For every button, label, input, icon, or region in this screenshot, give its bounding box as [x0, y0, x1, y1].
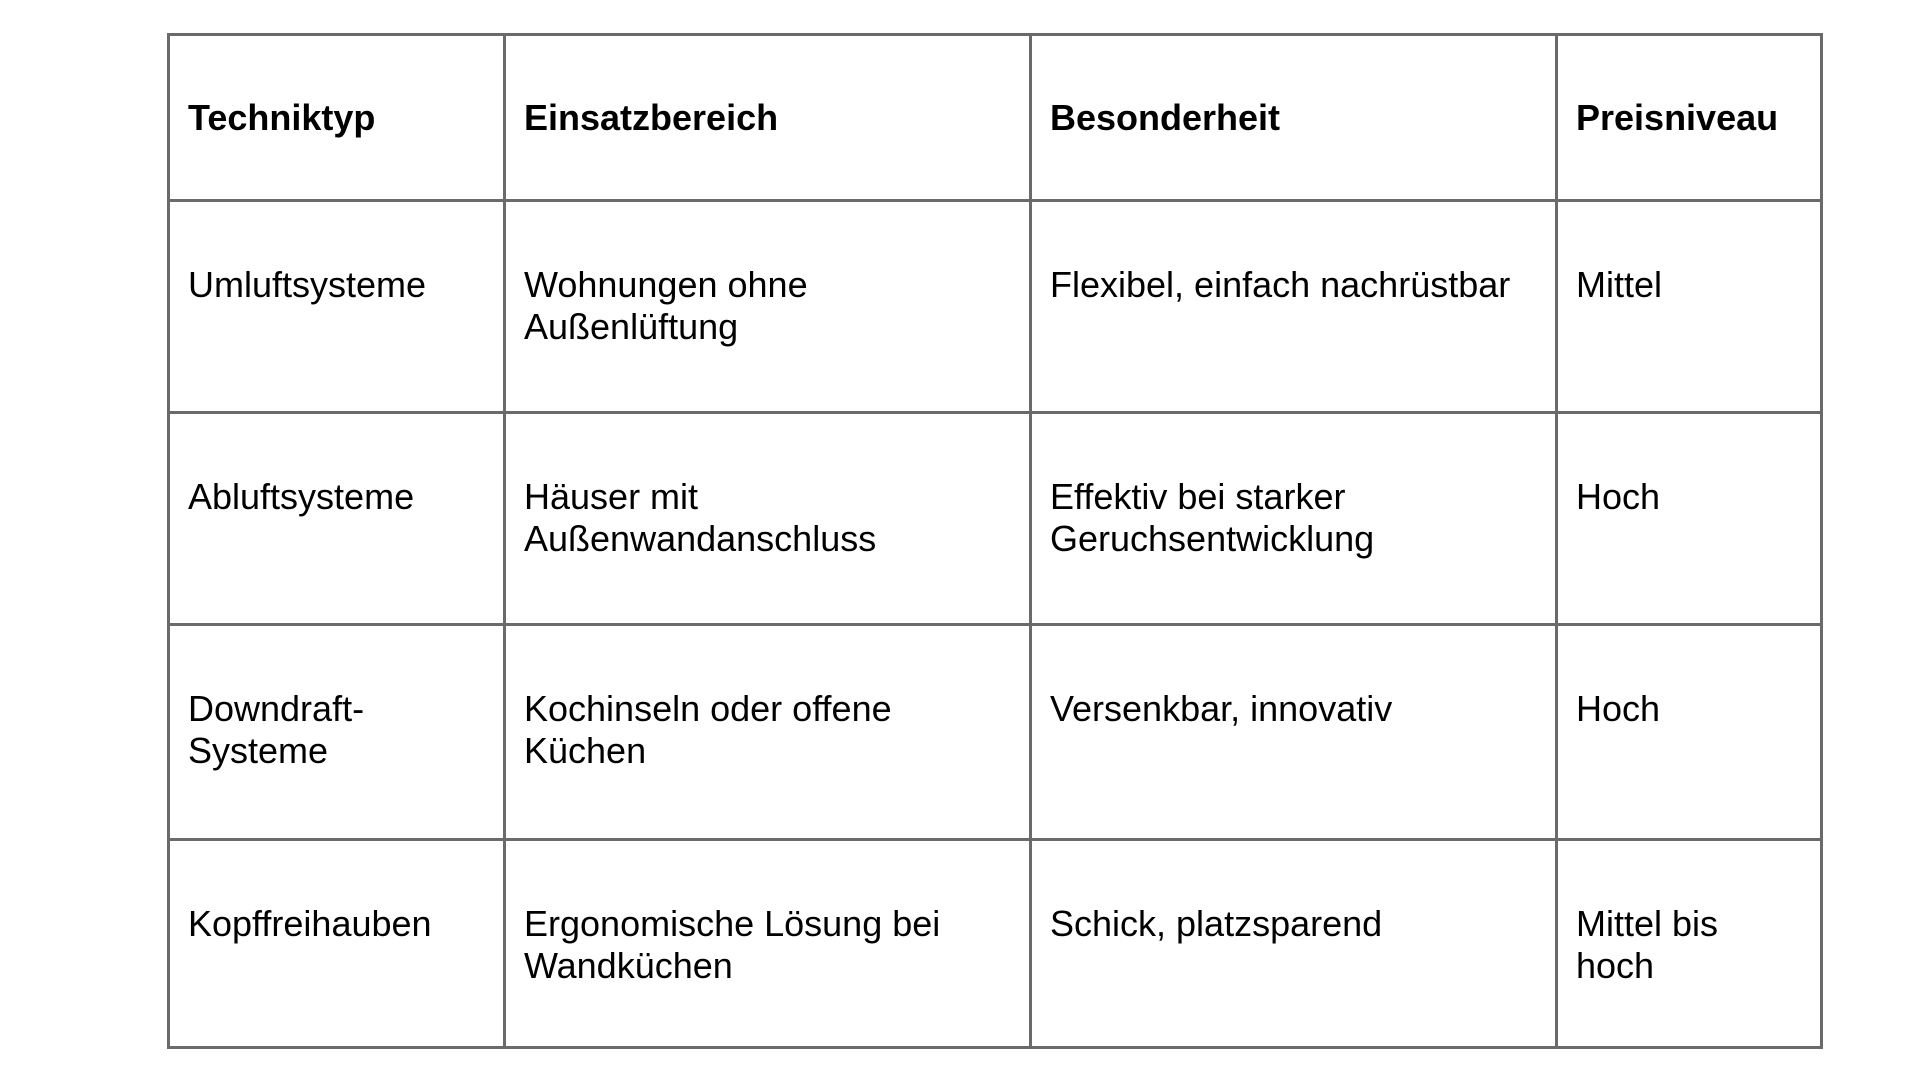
header-einsatzbereich: Einsatzbereich	[505, 35, 1031, 201]
header-besonderheit: Besonderheit	[1031, 35, 1557, 201]
cell-einsatzbereich: Kochinseln oder offene Küchen	[505, 625, 1031, 840]
cell-preisniveau: Hoch	[1557, 625, 1822, 840]
cell-besonderheit: Flexibel, einfach nachrüstbar	[1031, 201, 1557, 413]
cell-techniktyp: Umluftsysteme	[169, 201, 505, 413]
cell-techniktyp: Downdraft-Systeme	[169, 625, 505, 840]
cell-einsatzbereich: Ergonomische Lösung bei Wandküchen	[505, 840, 1031, 1048]
header-preisniveau: Preisniveau	[1557, 35, 1822, 201]
table-header	[169, 35, 1822, 201]
cell-besonderheit: Versenkbar, innovativ	[1031, 625, 1557, 840]
table-row	[169, 201, 1822, 413]
table-row	[169, 413, 1822, 625]
cell-einsatzbereich: Häuser mit Außenwandanschluss	[505, 413, 1031, 625]
cell-besonderheit: Effektiv bei starker Geruchsentwicklung	[1031, 413, 1557, 625]
header-techniktyp: Techniktyp	[169, 35, 505, 201]
table-body	[169, 201, 1822, 1048]
table-row	[169, 840, 1822, 1048]
cell-einsatzbereich: Wohnungen ohne Außenlüftung	[505, 201, 1031, 413]
cell-preisniveau: Mittel bis hoch	[1557, 840, 1822, 1048]
table-row	[169, 625, 1822, 840]
cell-techniktyp: Abluftsysteme	[169, 413, 505, 625]
header-row	[169, 35, 1822, 201]
cell-preisniveau: Hoch	[1557, 413, 1822, 625]
cell-techniktyp: Kopffreihauben	[169, 840, 505, 1048]
cell-besonderheit: Schick, platzsparend	[1031, 840, 1557, 1048]
comparison-table	[167, 33, 1823, 1049]
cell-preisniveau: Mittel	[1557, 201, 1822, 413]
